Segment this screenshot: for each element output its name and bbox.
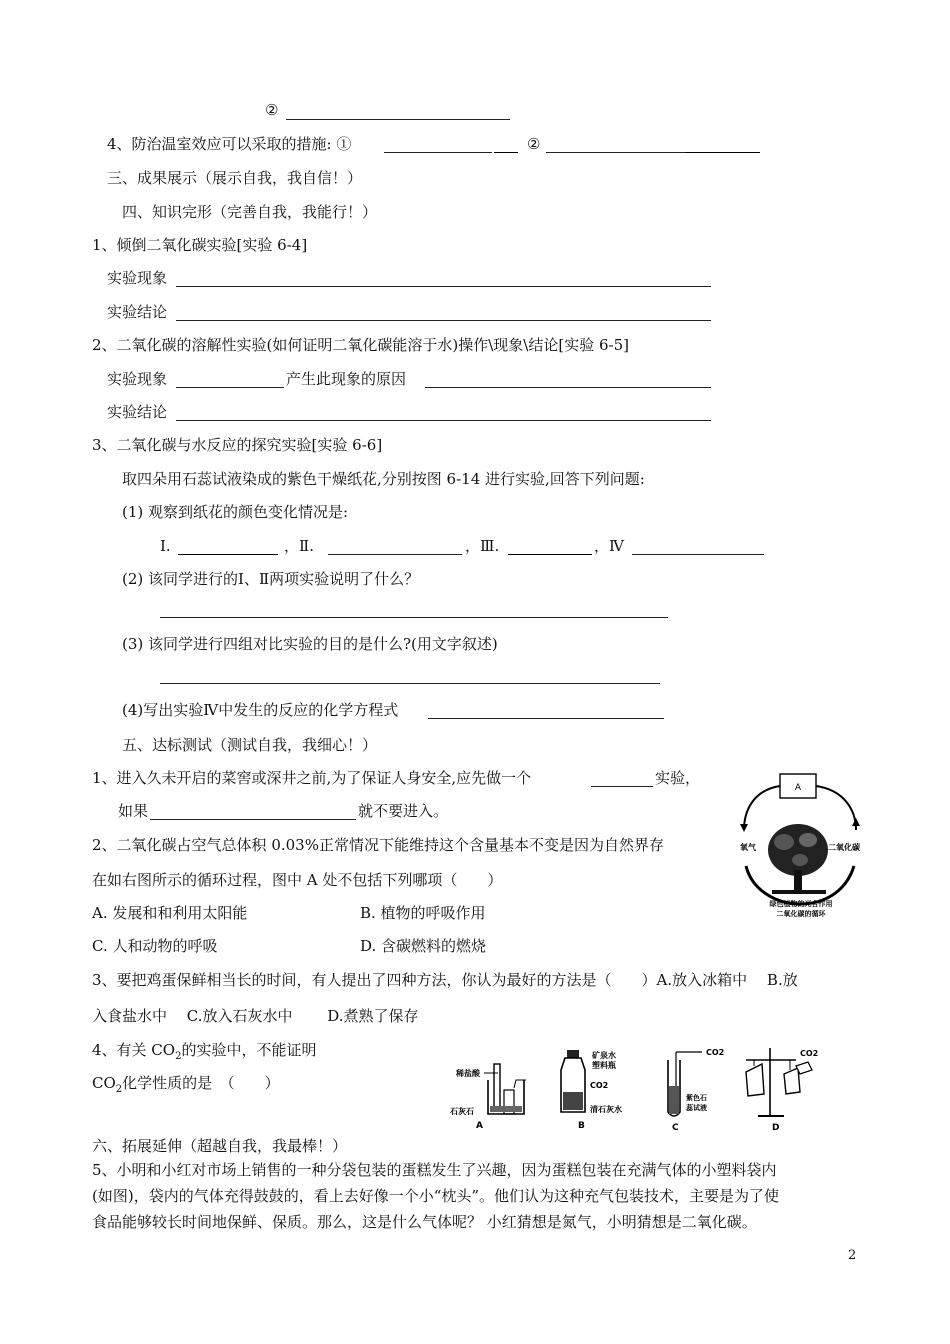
reason-label: 产生此现象的原因 bbox=[286, 370, 407, 388]
answer-blank[interactable] bbox=[160, 617, 668, 618]
page-number: 2 bbox=[848, 1248, 857, 1263]
q3-intro: 取四朵用石蕊试液染成的紫色干燥纸花,分别按图 6-14 进行实验,回答下列问题: bbox=[122, 470, 645, 488]
svg-text:矿泉水: 矿泉水 bbox=[592, 1051, 616, 1060]
t3-text-2: 入食盐水中 C.放入石灰水中 D.煮熟了保存 bbox=[92, 1007, 419, 1025]
answer-blank[interactable] bbox=[176, 420, 711, 421]
answer-blank[interactable] bbox=[494, 152, 518, 153]
section-4-heading: 四、知识完形（完善自我，我能行！） bbox=[122, 203, 378, 221]
answer-blank[interactable] bbox=[178, 554, 278, 555]
answer-blank[interactable] bbox=[591, 786, 653, 787]
svg-text:CO2: CO2 bbox=[706, 1048, 725, 1057]
t3-text: 3、要把鸡蛋保鲜相当长的时间，有人提出了四种方法，你认为最好的方法是（ ）A.放入冰箱中 B.放 bbox=[92, 971, 798, 989]
q3-sub1: (1) 观察到纸花的颜色变化情况是: bbox=[122, 503, 349, 521]
t5-text-2: (如图)，袋内的气体充得鼓鼓的，看上去好像一个小“枕头”。他们认为这种充气包装技术，主要是为了使 bbox=[92, 1187, 780, 1205]
t1-text-2: 实验， bbox=[655, 769, 701, 787]
answer-blank[interactable] bbox=[176, 320, 711, 321]
section-6-heading: 六、拓展延伸（超越自我，我最棒！） bbox=[92, 1137, 348, 1155]
q3-sub3: (3) 该同学进行四组对比实验的目的是什么?(用文字叙述) bbox=[122, 635, 498, 653]
svg-text:B: B bbox=[578, 1121, 585, 1131]
item-2-label: ② bbox=[265, 101, 279, 119]
svg-text:CO2: CO2 bbox=[800, 1049, 819, 1058]
item-2-label: ② bbox=[527, 135, 541, 153]
answer-blank[interactable] bbox=[160, 683, 660, 684]
t1-if: 如果 bbox=[118, 802, 149, 820]
cycle-arrow-right bbox=[816, 786, 856, 830]
svg-text:绿色植物的光合作用: 绿色植物的光合作用 bbox=[769, 900, 833, 908]
section-5-heading: 五、达标测试（测试自我，我细心！） bbox=[122, 736, 378, 754]
answer-blank[interactable] bbox=[428, 718, 664, 719]
answer-blank[interactable] bbox=[546, 152, 686, 153]
result-4-label: ，Ⅳ bbox=[594, 537, 624, 555]
option-d: D. 含碳燃料的燃烧 bbox=[360, 937, 487, 955]
svg-text:清石灰水: 清石灰水 bbox=[590, 1105, 622, 1114]
answer-blank[interactable] bbox=[176, 387, 284, 388]
svg-text:蕊试液: 蕊试液 bbox=[686, 1104, 707, 1112]
t4-text: 4、有关 $CO_2$的实验中，不能证明 bbox=[92, 1041, 317, 1062]
result-3-label: ，Ⅲ. bbox=[465, 537, 500, 555]
svg-text:二氧化碳: 二氧化碳 bbox=[828, 843, 860, 852]
svg-text:氧气: 氧气 bbox=[740, 843, 756, 852]
option-a: A. 发展和和利用太阳能 bbox=[92, 904, 248, 922]
option-b: B. 植物的呼吸作用 bbox=[360, 904, 486, 922]
svg-text:A: A bbox=[794, 783, 802, 793]
section-3-heading: 三、成果展示（展示自我，我自信！） bbox=[107, 169, 363, 187]
answer-blank[interactable] bbox=[286, 119, 510, 120]
apparatus-d bbox=[746, 1048, 818, 1132]
option-c: C. 人和动物的呼吸 bbox=[92, 937, 218, 955]
cycle-arrow-left bbox=[744, 786, 780, 830]
result-1-label: Ⅰ. bbox=[160, 537, 171, 555]
carbon-cycle-figure bbox=[736, 770, 866, 920]
svg-text:石灰石: 石灰石 bbox=[450, 1107, 474, 1116]
t5-text-3: 食品能够较长时间地保鲜、保质。那么，这是什么气体呢？ 小红猜想是氮气，小明猜想是二氧化碳。 bbox=[92, 1213, 757, 1231]
svg-text:C: C bbox=[672, 1123, 679, 1132]
phenomenon-label: 实验现象 bbox=[107, 370, 168, 388]
apparatus-a bbox=[449, 1064, 526, 1131]
q1-text: 1、倾倒二氧化碳实验[实验 6-4] bbox=[92, 236, 308, 254]
t2-text: 2、二氧化碳占空气总体积 0.03%正常情况下能维持这个含量基本不变是因为自然界存 bbox=[92, 836, 664, 854]
answer-blank[interactable] bbox=[150, 819, 356, 820]
svg-text:紫色石: 紫色石 bbox=[686, 1094, 707, 1102]
t4-text-2: $CO_2$化学性质的是 （ ） bbox=[92, 1074, 280, 1095]
phenomenon-label: 实验现象 bbox=[107, 269, 168, 287]
q3-sub4: (4)写出实验Ⅳ中发生的反应的化学方程式 bbox=[122, 701, 399, 719]
tree-icon bbox=[768, 824, 828, 894]
answer-blank[interactable] bbox=[384, 152, 492, 153]
svg-text:CO2: CO2 bbox=[590, 1081, 609, 1090]
answer-blank[interactable] bbox=[632, 554, 764, 555]
answer-blank[interactable] bbox=[508, 554, 592, 555]
answer-blank[interactable] bbox=[686, 152, 760, 153]
answer-blank[interactable] bbox=[328, 554, 462, 555]
t1-text: 1、进入久未开启的菜窖或深井之前,为了保证人身安全,应先做一个 bbox=[92, 769, 532, 787]
q3-sub2: (2) 该同学进行的Ⅰ、Ⅱ两项实验说明了什么？ bbox=[122, 570, 420, 588]
answer-blank[interactable] bbox=[425, 387, 711, 388]
svg-text:二氧化碳的循环: 二氧化碳的循环 bbox=[776, 910, 826, 918]
experiment-apparatus-figure bbox=[440, 1040, 840, 1132]
q3-text: 3、二氧化碳与水反应的探究实验[实验 6-6] bbox=[92, 436, 383, 454]
apparatus-b bbox=[561, 1050, 622, 1131]
q2-text: 2、二氧化碳的溶解性实验(如何证明二氧化碳能溶于水)操作\现象\结论[实验 6-5] bbox=[92, 336, 629, 354]
svg-text:A: A bbox=[476, 1121, 483, 1131]
answer-blank[interactable] bbox=[176, 286, 711, 287]
apparatus-c bbox=[668, 1048, 724, 1132]
svg-text:稀盐酸: 稀盐酸 bbox=[456, 1069, 480, 1078]
svg-text:塑料瓶: 塑料瓶 bbox=[592, 1061, 616, 1070]
result-2-label: ，Ⅱ. bbox=[284, 537, 314, 555]
conclusion-label: 实验结论 bbox=[107, 303, 168, 321]
q4-text: 4、防治温室效应可以采取的措施: ① bbox=[107, 135, 352, 153]
svg-text:D: D bbox=[772, 1123, 780, 1132]
t2-text-2: 在如右图所示的循环过程，图中 A 处不包括下列哪项（ ） bbox=[92, 871, 503, 889]
t5-text: 5、小明和小红对市场上销售的一种分袋包装的蛋糕发生了兴趣，因为蛋糕包装在充满气体的小塑料袋内 bbox=[92, 1161, 777, 1179]
conclusion-label: 实验结论 bbox=[107, 403, 168, 421]
t1-tail: 就不要进入。 bbox=[358, 802, 449, 820]
